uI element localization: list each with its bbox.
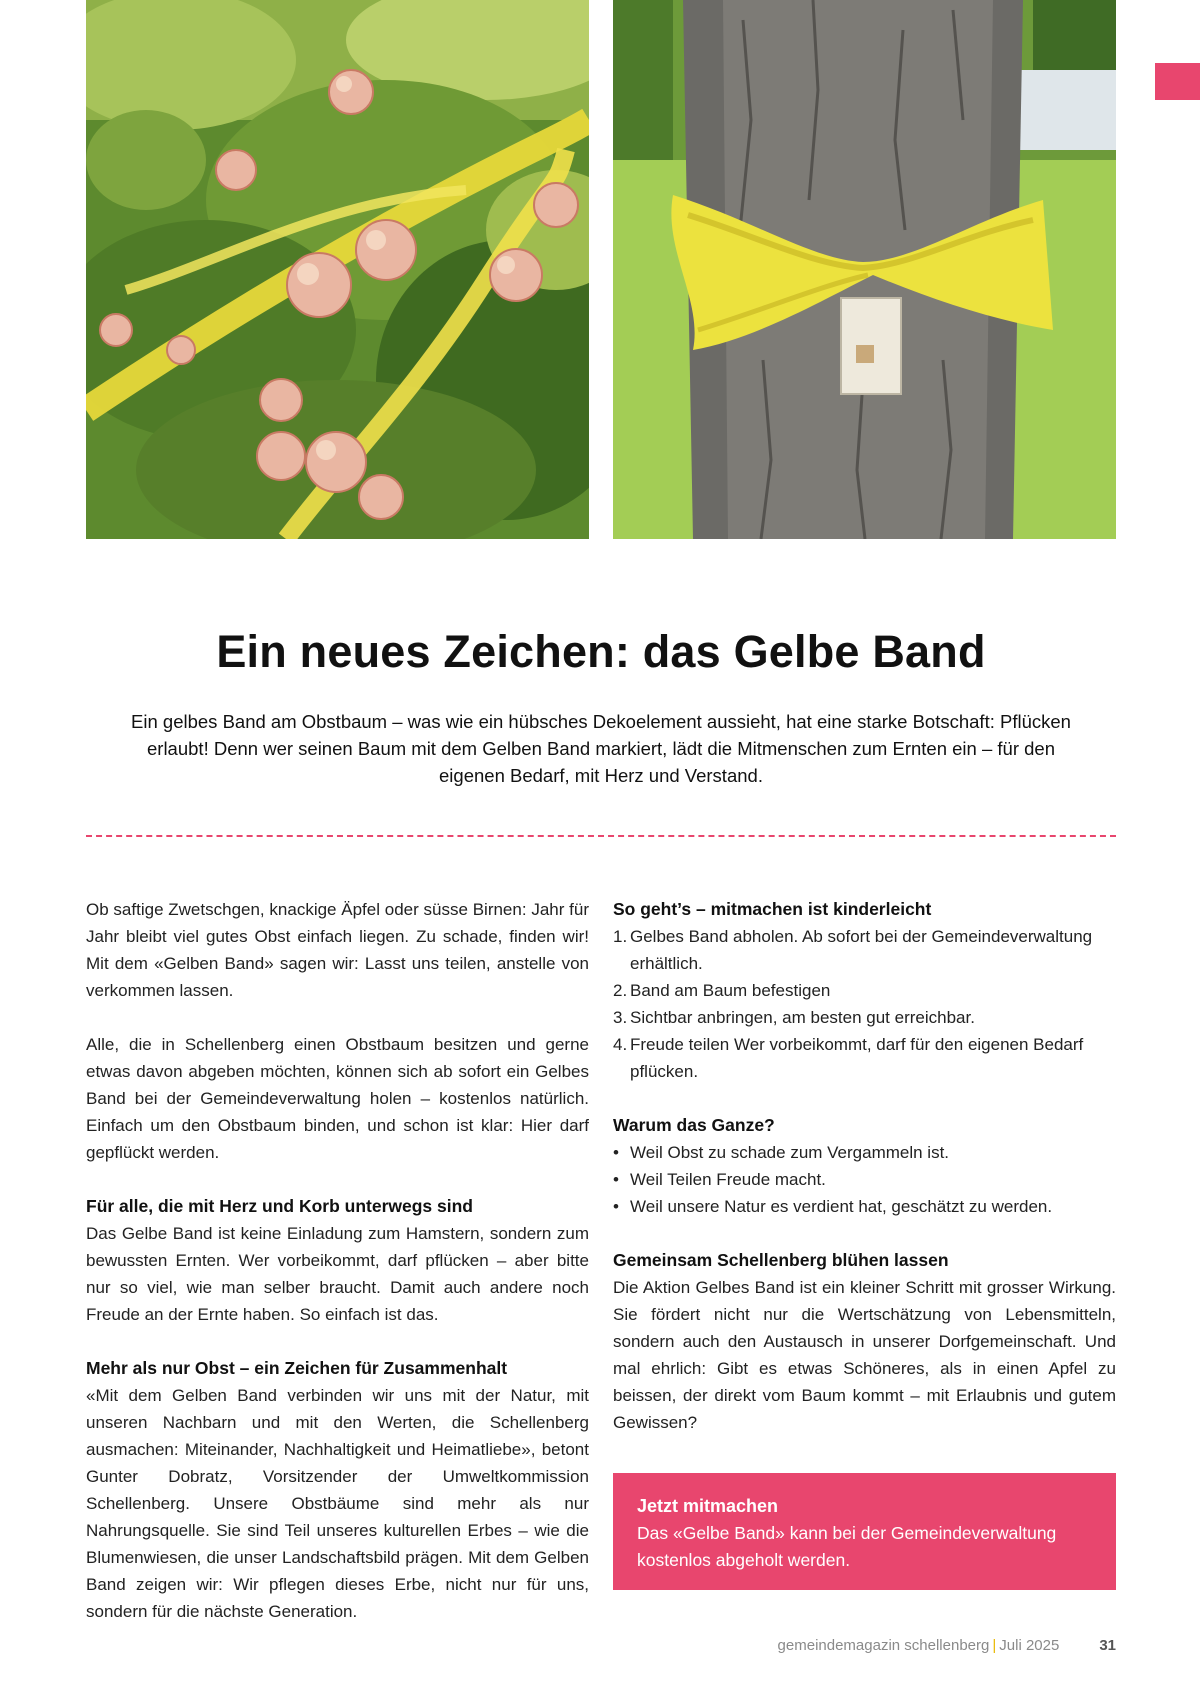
section-heading-zusammenhalt: Mehr als nur Obst – ein Zeichen für Zusammenhalt <box>86 1358 508 1378</box>
list-item: • Weil Teilen Freude macht. <box>613 1166 1116 1193</box>
step-text: Band am Baum befestigen <box>630 981 831 1000</box>
gemeinsam-paragraph: Die Aktion Gelbes Band ist ein kleiner Schritt mit grosser Wirkung. Sie fördert nicht nur die Wertschätzung von Lebensmitteln, sondern auch den Austausch in unserer Dorfgemeinschaft. Und mal ehrlich: Gibt es etwas Schöneres, als in einen Apfel zu beissen, der direkt vom Baum kommt – mit Erlaubnis und gutem Gewissen? <box>613 1278 1116 1432</box>
page-footer <box>700 1637 1116 1654</box>
steps-list <box>613 923 1116 1085</box>
photo-apple-tree <box>86 0 589 539</box>
section-warum <box>613 1112 1116 1220</box>
step-number: 4. <box>613 1035 628 1054</box>
right-column <box>613 896 1116 1436</box>
section-tab-marker <box>1155 63 1200 100</box>
section-herz-und-korb <box>86 1193 589 1328</box>
section-so-gehts <box>613 896 1116 1085</box>
section-gemeinsam <box>613 1247 1116 1436</box>
dashed-divider <box>86 835 1116 837</box>
reasons-list <box>613 1139 1116 1220</box>
section-heading-so-gehts: So geht’s – mitmachen ist kinderleicht <box>613 899 932 919</box>
page-title: Ein neues Zeichen: das Gelbe Band <box>216 626 986 677</box>
list-item <box>613 1004 1116 1031</box>
footer-magazine: gemeindemagazin schellenberg <box>777 1637 990 1654</box>
step-number: 2. <box>613 981 628 1000</box>
section-zusammenhalt <box>86 1355 589 1625</box>
footer-date: Juli 2025 <box>999 1637 1060 1654</box>
footer-separator: | <box>992 1637 997 1654</box>
list-item: • Weil Obst zu schade zum Vergammeln ist. <box>613 1139 1116 1166</box>
step-number: 3. <box>613 1008 628 1027</box>
lead-paragraph: Ein gelbes Band am Obstbaum – was wie ein hübsches Dekoelement aussieht, hat eine starke Botschaft: Pflücken erlaubt! Denn wer seinen Baum mit dem Gelben Band markiert, lädt die Mitmenschen zum Ernten ein – für den eigenen Bedarf, mit Herz und Verstand. <box>131 711 1071 786</box>
section-heading-gemeinsam: Gemeinsam Schellenberg blühen lassen <box>613 1250 949 1270</box>
callout-title: Jetzt mitmachen <box>637 1496 779 1516</box>
photo-ribbon-trunk <box>613 0 1116 539</box>
intro-paragraph: Ob saftige Zwetschgen, knackige Äpfel oder süsse Birnen: Jahr für Jahr bleibt viel gutes Obst einfach liegen. Zu schade, finden wir! Mit dem «Gelben Band» sagen wir: Lasst uns teilen, anstelle von verkommen lassen. <box>86 900 589 1000</box>
apple-tree-image <box>86 0 589 539</box>
left-column <box>86 896 589 1625</box>
herz-und-korb-paragraph: Das Gelbe Band ist keine Einladung zum Hamstern, sondern zum bewussten Ernten. Wer vorbeikommt, darf pflücken – aber bitte nur so viel, wie man selber braucht. Damit auch andere noch Freude an der Ernte haben. So einfach ist das. <box>86 1224 589 1324</box>
list-item <box>613 923 1116 977</box>
ribbon-trunk-image <box>613 0 1116 539</box>
section-heading-warum: Warum das Ganze? <box>613 1115 775 1135</box>
step-text: Freude teilen Wer vorbeikommt, darf für den eigenen Bedarf pflücken. <box>630 1035 1084 1081</box>
zusammenhalt-paragraph: «Mit dem Gelben Band verbinden wir uns mit der Natur, mit unseren Nachbarn und mit den Werten, die Schellenberg ausmachen: Miteinander, Nachhaltigkeit und Heimatliebe», betont Gunter Dobratz, Vorsitzender der Umweltkommission Schellenberg. Unsere Obstbäume sind mehr als nur Nahrungsquelle. Sie sind Teil unseres kulturellen Erbes – wie die Blumenwiesen, die unser Landschaftsbild prägen. Mit dem Gelben Band zeigen wir: Wir pflegen dieses Erbe, nicht nur für uns, sondern für die nächste Generation. <box>86 1386 589 1621</box>
list-item <box>613 977 1116 1004</box>
section-heading-herz-und-korb: Für alle, die mit Herz und Korb unterwegs sind <box>86 1196 473 1216</box>
owners-paragraph: Alle, die in Schellenberg einen Obstbaum besitzen und gerne etwas davon abgeben möchten, können sich ab sofort ein Gelbes Band bei der Gemeindeverwaltung holen – kostenlos natürlich. Einfach um den Obstbaum binden, und schon ist klar: Hier darf gepflückt werden. <box>86 1035 589 1162</box>
list-item <box>613 1031 1116 1085</box>
page-number: 31 <box>1099 1637 1116 1654</box>
list-item: • Weil unsere Natur es verdient hat, geschätzt zu werden. <box>613 1193 1116 1220</box>
callout-text: Das «Gelbe Band» kann bei der Gemeindeverwaltung kostenlos abgeholt werden. <box>637 1523 1057 1570</box>
callout-box <box>613 1473 1116 1590</box>
step-text: Sichtbar anbringen, am besten gut erreichbar. <box>630 1008 975 1027</box>
step-text: Gelbes Band abholen. Ab sofort bei der Gemeindeverwaltung erhältlich. <box>630 927 1093 973</box>
step-number: 1. <box>613 927 628 946</box>
